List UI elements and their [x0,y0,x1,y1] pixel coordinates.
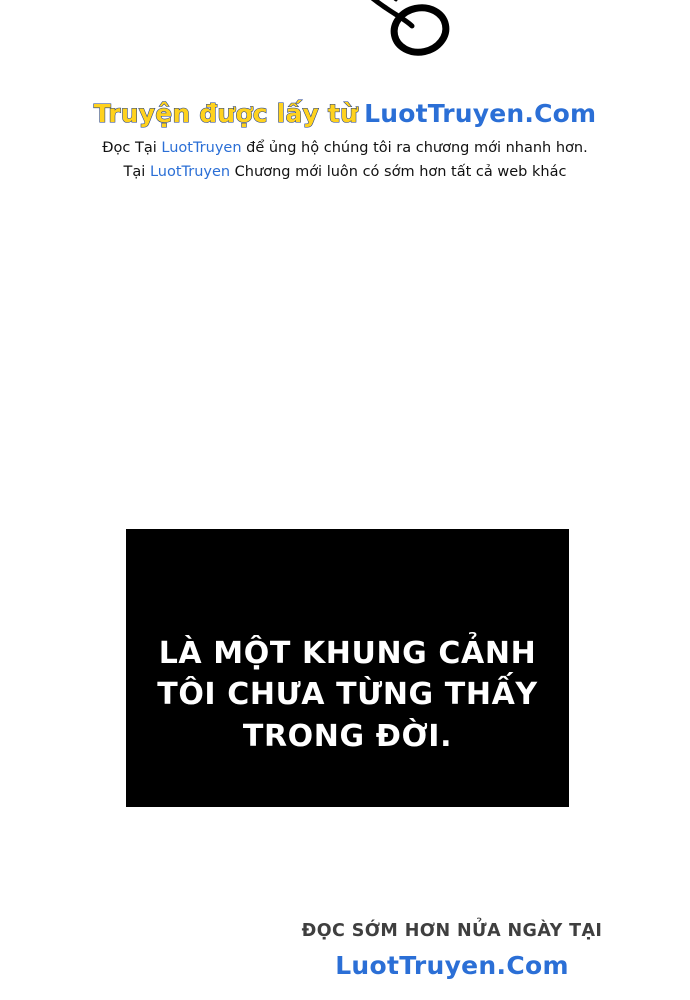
watermark-line-2 [0,162,690,184]
footer-promo [242,921,662,980]
watermark-line-1-post: để ủng hộ chúng tôi ra chương mới nhanh hơn. [241,139,588,156]
watermark-title [0,100,690,129]
watermark-line-2-post: Chương mới luôn có sớm hơn tất cả web khác [230,163,567,180]
footer-tagline: ĐỌC SỚM HƠN NỬA NGÀY TẠI [301,921,603,941]
panel-caption-text: LÀ MỘT KHUNG CẢNH TÔI CHƯA TỪNG THẤY TRONG ĐỜI. [157,635,538,754]
watermark-line-1-pre: Đọc Tại [102,139,162,156]
ink-brush-stroke-artwork [300,0,500,70]
footer-site-name: LuotTruyen.Com [335,951,569,980]
watermark-title-part1: Truyện được lấy từ [93,99,359,128]
watermark-banner [0,100,690,183]
watermark-line-1 [0,138,690,160]
watermark-title-part2: LuotTruyen.Com [364,99,597,128]
watermark-line-2-brand: LuotTruyen [149,163,231,180]
watermark-line-2-pre: Tại [123,163,150,180]
comic-panel [126,529,569,807]
watermark-line-1-brand: LuotTruyen [161,139,242,156]
